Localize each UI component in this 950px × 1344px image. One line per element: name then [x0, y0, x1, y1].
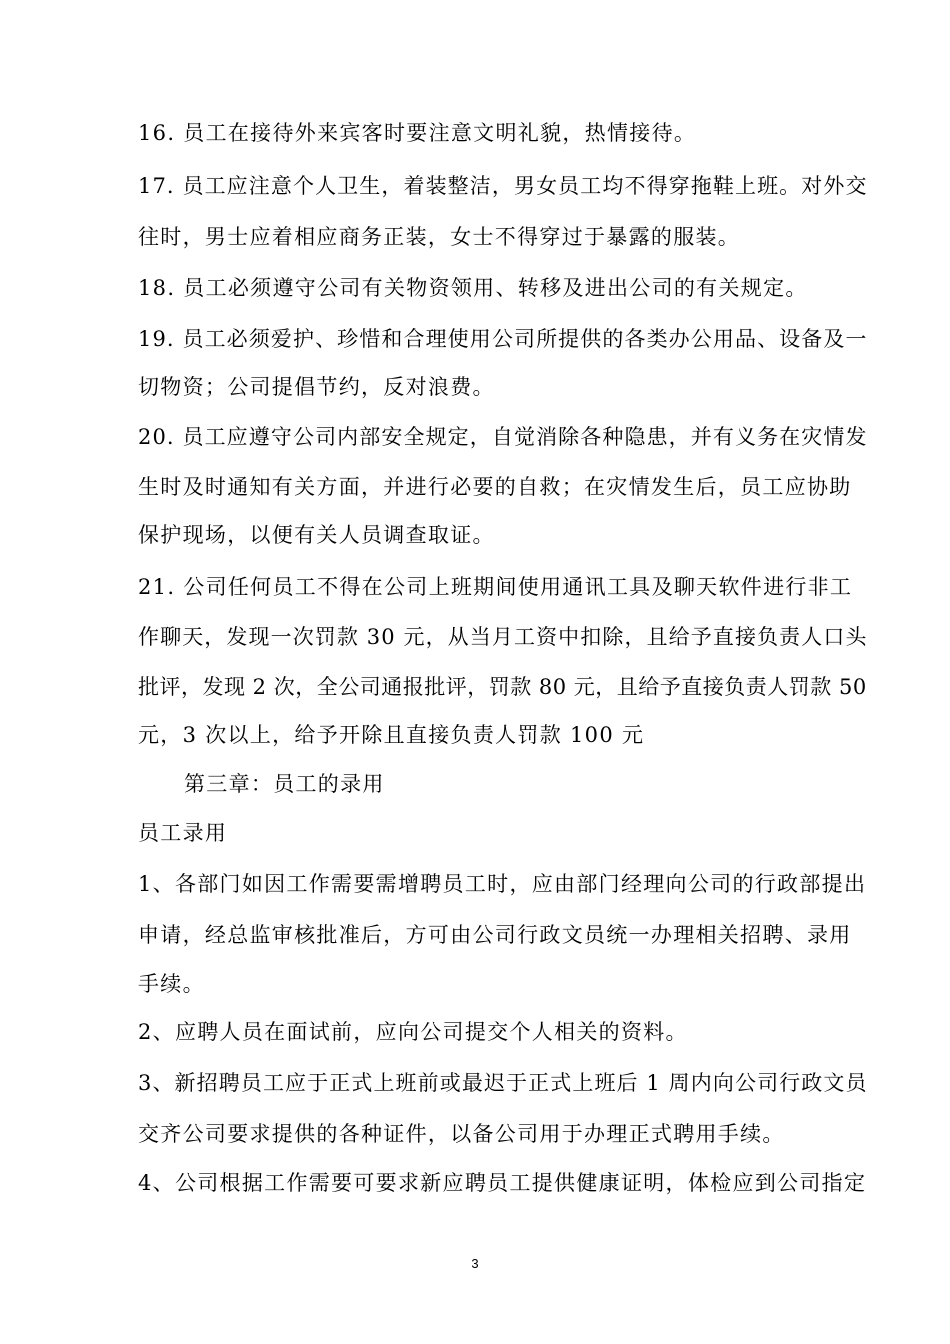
rule-17-line-2: 往时，男士应着相应商务正装，女士不得穿过于暴露的服装。	[138, 225, 741, 249]
rule-19-line-2: 切物资；公司提倡节约，反对浪费。	[138, 375, 495, 399]
item-1-line-1: 1、各部门如因工作需要需增聘员工时，应由部门经理向公司的行政部提出	[138, 872, 867, 896]
chapter-heading: 第三章：员工的录用	[184, 772, 385, 796]
rule-21-line-4: 元，3 次以上，给予开除且直接负责人罚款 100 元	[138, 723, 645, 747]
item-2: 2、应聘人员在面试前，应向公司提交个人相关的资料。	[138, 1020, 688, 1044]
page-number: 3	[471, 1256, 479, 1271]
rule-21-line-3: 批评，发现 2 次，全公司通报批评，罚款 80 元，且给予直接负责人罚款 50	[138, 675, 867, 699]
rule-20-line-3: 保护现场，以便有关人员调查取证。	[138, 523, 495, 547]
rule-20-line-2: 生时及时通知有关方面，并进行必要的自救；在灾情发生后，员工应协助	[138, 475, 852, 499]
item-3-line-1: 3、新招聘员工应于正式上班前或最迟于正式上班后 1 周内向公司行政文员	[138, 1071, 868, 1095]
item-1-line-2: 申请，经总监审核批准后，方可由公司行政文员统一办理相关招聘、录用	[138, 923, 852, 947]
rule-16: 16. 员工在接待外来宾客时要注意文明礼貌，热情接待。	[138, 121, 697, 145]
rule-18: 18. 员工必须遵守公司有关物资领用、转移及进出公司的有关规定。	[138, 276, 808, 300]
rule-19-line-1: 19. 员工必须爱护、珍惜和合理使用公司所提供的各类办公用品、设备及一	[138, 327, 868, 351]
rule-21-line-1: 21. 公司任何员工不得在公司上班期间使用通讯工具及聊天软件进行非工	[138, 575, 853, 599]
item-1-line-3: 手续。	[138, 972, 205, 996]
section-heading: 员工录用	[138, 821, 228, 845]
rule-20-line-1: 20. 员工应遵守公司内部安全规定，自觉消除各种隐患，并有义务在灾情发	[138, 425, 868, 449]
rule-21-line-2: 作聊天，发现一次罚款 30 元，从当月工资中扣除，且给予直接负责人口头	[138, 625, 868, 649]
rule-17-line-1: 17. 员工应注意个人卫生，着装整洁，男女员工均不得穿拖鞋上班。对外交	[138, 174, 868, 198]
item-4-line-1: 4、公司根据工作需要可要求新应聘员工提供健康证明，体检应到公司指定	[138, 1171, 867, 1195]
item-3-line-2: 交齐公司要求提供的各种证件，以备公司用于办理正式聘用手续。	[138, 1122, 785, 1146]
